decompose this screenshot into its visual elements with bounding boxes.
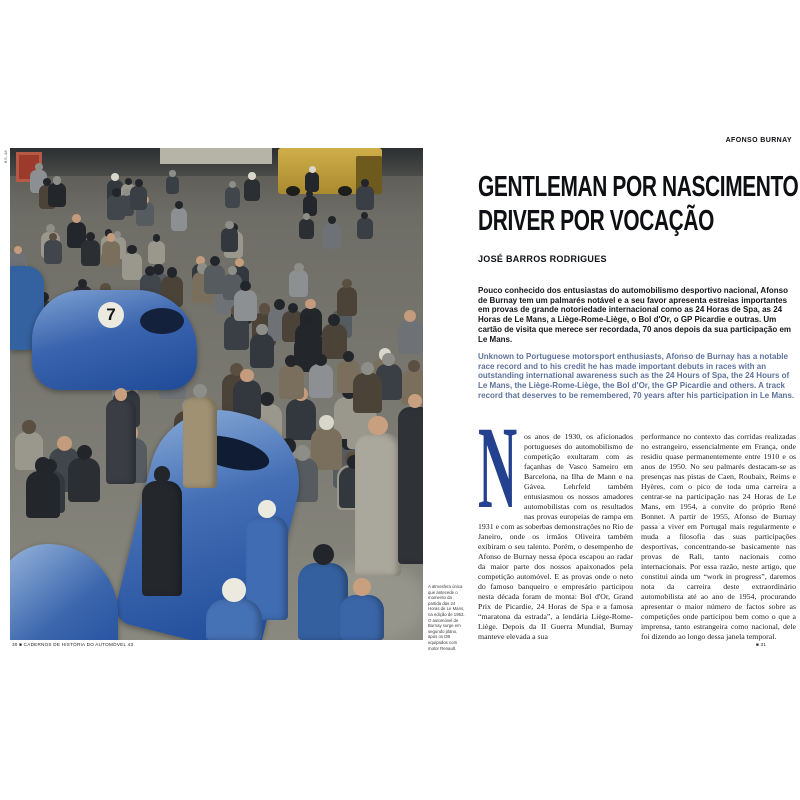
photo-archive-mark: BS-48 [3, 150, 8, 164]
person-figure [222, 578, 246, 602]
person-figure [313, 544, 334, 565]
drop-cap [478, 402, 518, 533]
drop-cap-letter: N [478, 402, 518, 533]
headline-line-2: DRIVER POR VOCAÇÃO [478, 205, 714, 237]
person-figure [368, 416, 387, 435]
article-headline [478, 170, 799, 238]
person-figure [115, 388, 128, 401]
person-figure [258, 500, 276, 518]
car-number: 7 [106, 305, 116, 324]
article-body [478, 402, 796, 642]
foreground-figures [10, 148, 423, 640]
person-figure [183, 397, 217, 488]
author-byline: JOSÉ BARROS RODRIGUES [478, 254, 607, 264]
headline-line-1: GENTLEMAN POR NASCIMENTO [478, 171, 799, 203]
intro-paragraph-english: Unknown to Portuguese motorsport enthusiasts, Afonso de Burnay has a notable race record and to his credit he has made important debuts in races with an outstanding international awareness such as the 24 Hours of Spa, the 24 Hours of Le Mans, the Liège-Rome-Liège, the Bol d'Or, the GP Picardie and others. A track record that deserves to be remembered, 70 years after his participation in Le Mans. [478, 352, 795, 400]
person-figure [355, 433, 401, 576]
person-figure [206, 599, 262, 640]
subject-tag: AFONSO BURNAY [725, 137, 792, 144]
body-column-1 [478, 402, 633, 642]
left-page-footer: 30 ■ CADERNOS DE HISTÓRIA DO AUTOMÓVEL 43 [12, 642, 134, 647]
intro-paragraph-portuguese: Pouco conhecido dos entusiastas do automobilismo desportivo nacional, Afonso de Burnay tem um palmarés notável e a seu favor apresenta estreias importantes em provas de grande notoriedade internacional como as 24 Horas de Spa, as 24 Horas de Le Mans, a Liège-Rome-Liège, o Bol d'Or, o GP Picardie e outras. Um cartão de visita que merece ser recordada, 70 anos depois da sua participação em Le Mans. [478, 286, 792, 344]
photo-caption: A atmosfera única que antecede o momento da partida das 24 Horas de Le Mans, na edição de 1953. O automóvel de Burnay surge em segundo plano, após os DB equipados com motor Renault. [428, 584, 465, 651]
body-column-1-text: os anos de 1930, os aficionados portugueses do automobilismo de competição exultaram com as façanhas de Vasco Sameiro em Barcelona, na Ilha de Mann e na Gávea. Lehrfeld também entusiasmou os nossos amadores automobilistas com os resultados nas provas europeias de rampa em 1931 e com as soberbas demonstrações no Rio de Janeiro, onde os irmãos Oliveira também exibiram o seu talento. Porém, o desempenho de Afonso de Burnay nessa época escapou ao radar da maior parte dos nossos apaixonados pela competição automóvel. E as provas onde o neto do famoso banqueiro e empresário participou nesta década foram de monta: Bol d'Or, Grand Prix de Picardie, 24 Horas de Spa e a famosa “maratona da estrada”, a lendária Liège-Rome-Liège. Depois da II Guerra Mundial, Burnay manteve elevada a sua [478, 432, 633, 641]
right-page-footer: ■ 31 [756, 642, 767, 647]
person-figure [142, 481, 182, 596]
body-column-2: performance no contexto das corridas realizadas no estrangeiro, essencialmente em França, onde residiu quase permanentemente entre 1910 e os anos de 1950. No seu palmarés destacam-se as presenças nas pistas de Caen, Roubaix, Reims e Hyères, com o pico de toda uma carreira a centrar-se na participação nas 24 Horas de Le Mans, em 1954, a convite do próprio René Bonnet. A partir de 1955, Afonso de Burnay passa a viver em Portugal mais regularmente e muda a filosofia das suas participações desportivas, concentrando-se basicamente nas provas de Rali, tanto nacionais como internacionais. Por essa razão, neste artigo, que constitui ainda um “work in progress”, daremos nota da carreira deste extraordinário automobilista até ao ano de 1954, procurando apresentar o maior número de factos sobre as competições onde participou bem como o que a imprensa, tanto estrangeira como nacional, dele foi dizendo ao longo dessa janela temporal. [641, 432, 796, 641]
race-paddock-photo [10, 148, 423, 640]
person-figure [353, 578, 371, 596]
person-figure [106, 399, 136, 484]
person-figure [154, 466, 171, 483]
person-figure [340, 595, 384, 640]
person-figure [398, 407, 423, 564]
